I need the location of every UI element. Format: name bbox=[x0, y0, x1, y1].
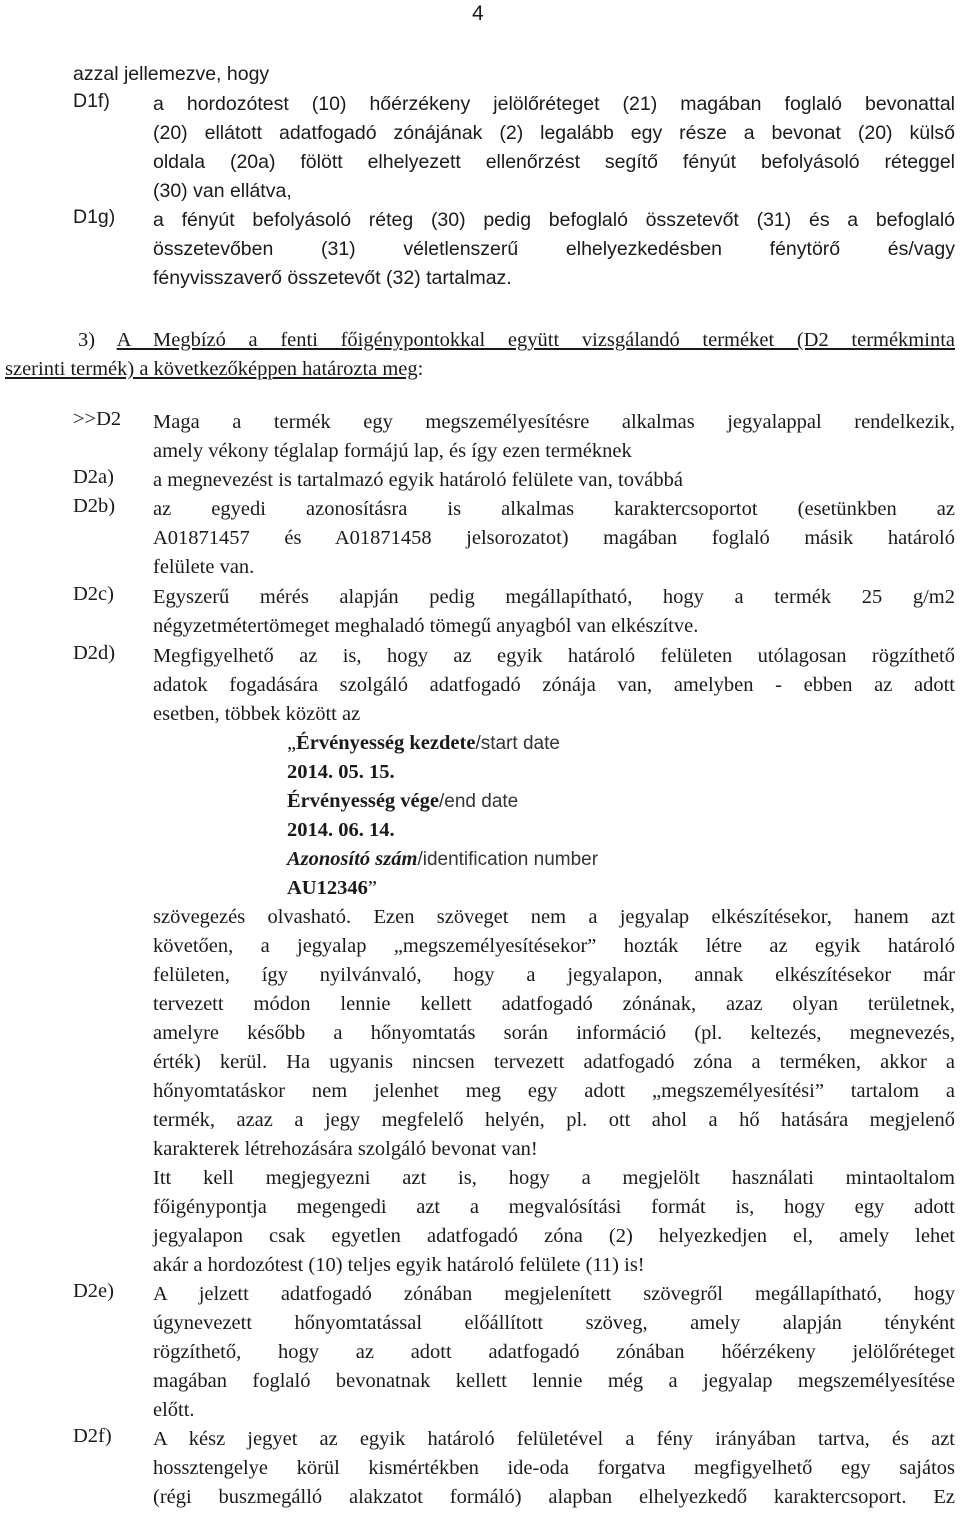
claim-line: fényvisszaverő összetevőt (32) tartalmaz. bbox=[153, 267, 512, 289]
id-number-label-en: /identification number bbox=[417, 849, 599, 870]
item-line: felületen, így nyilvánvaló, hogy a jegyalapon, annak elkészítésekor már bbox=[153, 964, 955, 986]
claim-label: D1g) bbox=[73, 206, 116, 228]
item-d2f bbox=[0, 1425, 960, 1512]
item-line: főigénypontja megengedi azt a megvalósítási formát is, hogy egy adott bbox=[153, 1196, 955, 1218]
item-label: D2f) bbox=[73, 1425, 112, 1447]
item-line: Megfigyelhető az is, hogy az egyik határoló felületen utólagosan rögzíthető bbox=[153, 645, 955, 667]
id-number-value: AU12346 bbox=[287, 877, 368, 899]
item-line: amelyre később a hőnyomtatás során információ (pl. keltezés, megnevezés, bbox=[153, 1022, 955, 1044]
item-line: jegyalapon csak egyetlen adatfogadó zóna (2) helyezkedjen el, amely lehet bbox=[153, 1225, 955, 1247]
quote-close: ” bbox=[367, 877, 377, 899]
item-line: hőnyomtatáskor nem jelenhet meg egy adott „megszemélyesítési” tartalom a bbox=[153, 1080, 955, 1102]
item-line: rögzíthető, hogy az adott adatfogadó zónában hőérzékeny jelölőréteget bbox=[153, 1341, 955, 1363]
claim-d1f bbox=[0, 90, 960, 206]
item-line: A01871457 és A01871458 jelsorozatot) magában foglaló másik határoló bbox=[153, 527, 955, 549]
item-label: D2b) bbox=[73, 495, 116, 517]
quote-open: „ bbox=[287, 732, 297, 754]
item-line: szövegezés olvasható. Ezen szöveget nem a jegyalap elkészítésekor, hanem azt bbox=[153, 906, 955, 928]
item-line: esetben, többek között az bbox=[153, 703, 361, 725]
item-d2c bbox=[0, 583, 960, 641]
item-line: négyzetmétertömeget meghaladó tömegű anyagból van elkészítve. bbox=[153, 615, 699, 637]
claim-line: a fényút befolyásoló réteg (30) pedig befoglaló összetevőt (31) és a befoglaló bbox=[153, 209, 955, 231]
item-line: amely vékony téglalap formájú lap, és így ezen terméknek bbox=[153, 440, 632, 462]
item-line: érték) kerül. Ha ugyanis nincsen tervezett adatfogadó zóna a terméken, akkor a bbox=[153, 1051, 955, 1073]
end-date-label: Érvényesség vége bbox=[287, 790, 439, 812]
quoted-ticket-text bbox=[287, 729, 598, 903]
item-line: Egyszerű mérés alapján pedig megállapítható, hogy a termék 25 g/m2 bbox=[153, 586, 955, 608]
item-d2d bbox=[0, 642, 960, 729]
page-number: 4 bbox=[472, 2, 484, 25]
id-number-label: Azonosító szám bbox=[287, 848, 418, 870]
item-line: az egyedi azonosításra is alkalmas karaktercsoportot (esetünkben az bbox=[153, 498, 955, 520]
claim-line: a hordozótest (10) hőérzékeny jelölőréteget (21) magában foglaló bevonattal bbox=[153, 93, 955, 115]
intro-line: azzal jellemezve, hogy bbox=[73, 63, 270, 85]
item-line: Maga a termék egy megszemélyesítésre alkalmas jegyalappal rendelkezik, bbox=[153, 411, 955, 433]
item-line: adatok fogadására szolgáló adatfogadó zónája van, amelyben - ebben az adott bbox=[153, 674, 955, 696]
item-line: akár a hordozótest (10) teljes egyik határoló felülete (11) is! bbox=[153, 1254, 645, 1276]
item-line: (régi buszmegálló alakzatot formáló) alapban elhelyezkedő karaktercsoport. Ez bbox=[153, 1486, 955, 1508]
item-line: követően, a jegyalap „megszemélyesítésekor” hozták létre az egyik határoló bbox=[153, 935, 955, 957]
item-d2 bbox=[0, 408, 960, 466]
start-date-label: Érvényesség kezdete bbox=[296, 732, 476, 754]
item-line: a megnevezést is tartalmazó egyik határoló felülete van, továbbá bbox=[153, 469, 683, 491]
item-line: előtt. bbox=[153, 1399, 195, 1421]
claim-line: összetevőben (31) véletlenszerű elhelyezkedésben fénytörő és/vagy bbox=[153, 238, 955, 260]
section-3-heading bbox=[5, 326, 955, 384]
item-label: D2d) bbox=[73, 642, 116, 664]
item-line: magában foglaló bevonatnak kellett lennie még a jegyalap megszemélyesítése bbox=[153, 1370, 955, 1392]
item-label: D2c) bbox=[73, 583, 114, 605]
item-line: A kész jegyet az egyik határoló felületével a fény irányában tartva, és azt bbox=[153, 1428, 955, 1450]
item-line: Itt kell megjegyezni azt is, hogy a megjelölt használati mintaoltalom bbox=[153, 1167, 955, 1189]
claim-line: (20) ellátott adatfogadó zónájának (2) legalább egy része a bevonat (20) külső bbox=[153, 122, 955, 144]
section-title-line-1: A Megbízó a fenti főigénypontokkal együtt vizsgálandó terméket (D2 termékminta bbox=[116, 329, 955, 351]
section-number: 3) bbox=[78, 329, 117, 351]
item-label: >>D2 bbox=[73, 408, 122, 430]
item-line: A jelzett adatfogadó zónában megjelenített szövegről megállapítható, hogy bbox=[153, 1283, 955, 1305]
claim-d1g bbox=[0, 206, 960, 293]
item-d2b bbox=[0, 495, 960, 582]
item-line: úgynevezett hőnyomtatással előállított szöveg, amely alapján tényként bbox=[153, 1312, 955, 1334]
item-line: tervezett módon lennie kellett adatfogadó zónának, azaz olyan területnek, bbox=[153, 993, 955, 1015]
start-date-value: 2014. 05. 15. bbox=[287, 761, 395, 783]
end-date-label-en: /end date bbox=[439, 791, 519, 812]
claim-line: (30) van ellátva, bbox=[153, 180, 292, 202]
item-line: karakterek létrehozására szolgáló bevonat van! bbox=[153, 1138, 538, 1160]
colon: : bbox=[417, 358, 424, 380]
item-d2e bbox=[0, 1280, 960, 1425]
end-date-value: 2014. 06. 14. bbox=[287, 819, 395, 841]
item-line: hossztengelye körül kismértékben ide-oda forgatva megfigyelhető egy sajátos bbox=[153, 1457, 955, 1479]
start-date-label-en: /start date bbox=[475, 733, 560, 754]
claim-label: D1f) bbox=[73, 90, 110, 112]
item-d2a bbox=[0, 466, 960, 495]
claim-line: oldala (20a) fölött elhelyezett ellenőrzést segítő fényút befolyásoló réteggel bbox=[153, 151, 955, 173]
item-d2d-continued bbox=[0, 903, 960, 1280]
item-label: D2a) bbox=[73, 466, 114, 488]
section-title-line-2: szerinti termék) a következőképpen határozta meg bbox=[5, 358, 418, 380]
item-line: termék, azaz a jegy megfelelő helyén, pl. ott ahol a hő hatására megjelenő bbox=[153, 1109, 955, 1131]
item-label: D2e) bbox=[73, 1280, 114, 1302]
item-line: felülete van. bbox=[153, 556, 255, 578]
